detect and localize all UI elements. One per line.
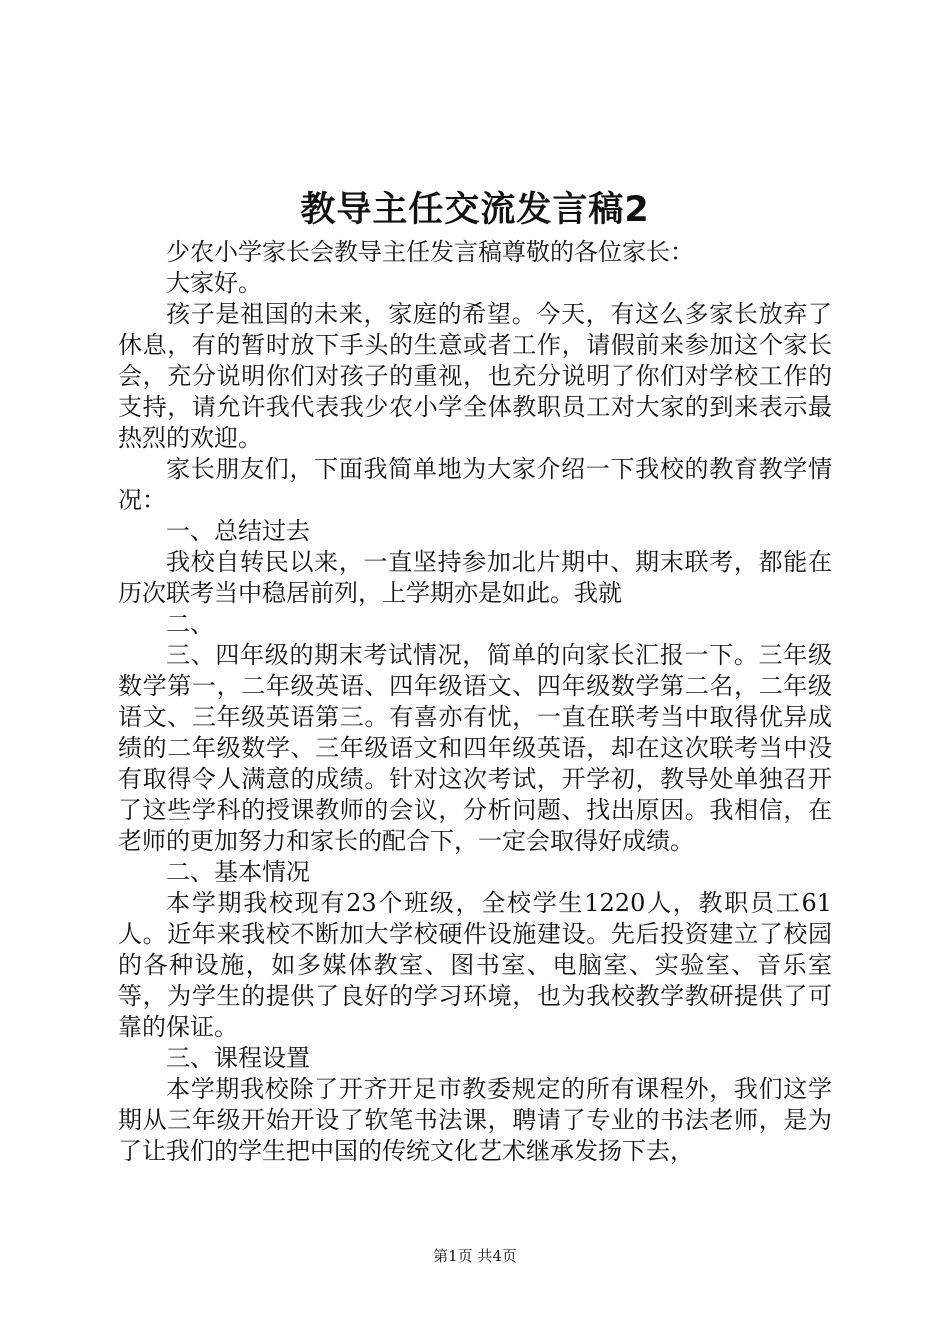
section-heading-two: 二、 xyxy=(166,610,214,638)
paragraph-curriculum: 本学期我校除了开齐开足市教委规定的所有课程外，我们这学期从三年级开始开设了软笔书法课，聘请了专业的书法老师，是为了让我们的学生把中国的传统文化艺术继承发扬下去， xyxy=(118,1075,832,1165)
paragraph-basic-info: 本学期我校现有23个班级，全校学生1220人，教职员工61人。近年来我校不断加大学校硬件设施建设。先后投资建立了校园的各种设施，如多媒体教室、图书室、电脑室、实验室、音乐室等，为学生的提供了良好的学习环境，也为我校教学教研提供了可靠的保证。 xyxy=(118,889,832,1041)
paragraph-welcome: 孩子是祖国的未来，家庭的希望。今天，有这么多家长放弃了休息，有的暂时放下手头的生意或者工作，请假前来参加这个家长会，充分说明你们对孩子的重视，也充分说明了你们对学校工作的支持，请允许我代表我少农小学全体教职员工对大家的到来表示最热烈的欢迎。 xyxy=(118,300,832,452)
paragraph-exam-results: 三、四年级的期末考试情况，简单的向家长汇报一下。三年级数学第一，二年级英语、四年级语文、四年级数学第二名，二年级语文、三年级英语第三。有喜亦有忧，一直在联考当中取得优异成绩的二年级数学、三年级语文和四年级英语，却在这次联考当中没有取得令人满意的成绩。针对这次考试，开学初，教导处单独召开了这些学科的授课教师的会议，分析问题、找出原因。我相信，在老师的更加努力和家长的配合下，一定会取得好成绩。 xyxy=(118,641,832,855)
paragraph-intro: 家长朋友们，下面我简单地为大家介绍一下我校的教育教学情况： xyxy=(118,455,832,514)
section-heading-basic-info: 二、基本情况 xyxy=(166,858,310,886)
paragraph-hello: 大家好。 xyxy=(166,269,262,297)
section-heading-curriculum: 三、课程设置 xyxy=(166,1044,310,1072)
document-title: 教导主任交流发言稿2 xyxy=(300,190,650,230)
paragraph-greeting-header: 少农小学家长会教导主任发言稿尊敬的各位家长： xyxy=(166,238,694,266)
page-indicator: 第1页 共4页 xyxy=(433,1247,517,1265)
document-body xyxy=(118,237,832,1167)
section-heading-summary: 一、总结过去 xyxy=(166,517,310,545)
paragraph-exam-history: 我校自转民以来，一直坚持参加北片期中、期末联考，都能在历次联考当中稳居前列，上学期亦是如此。我就 xyxy=(118,548,832,607)
